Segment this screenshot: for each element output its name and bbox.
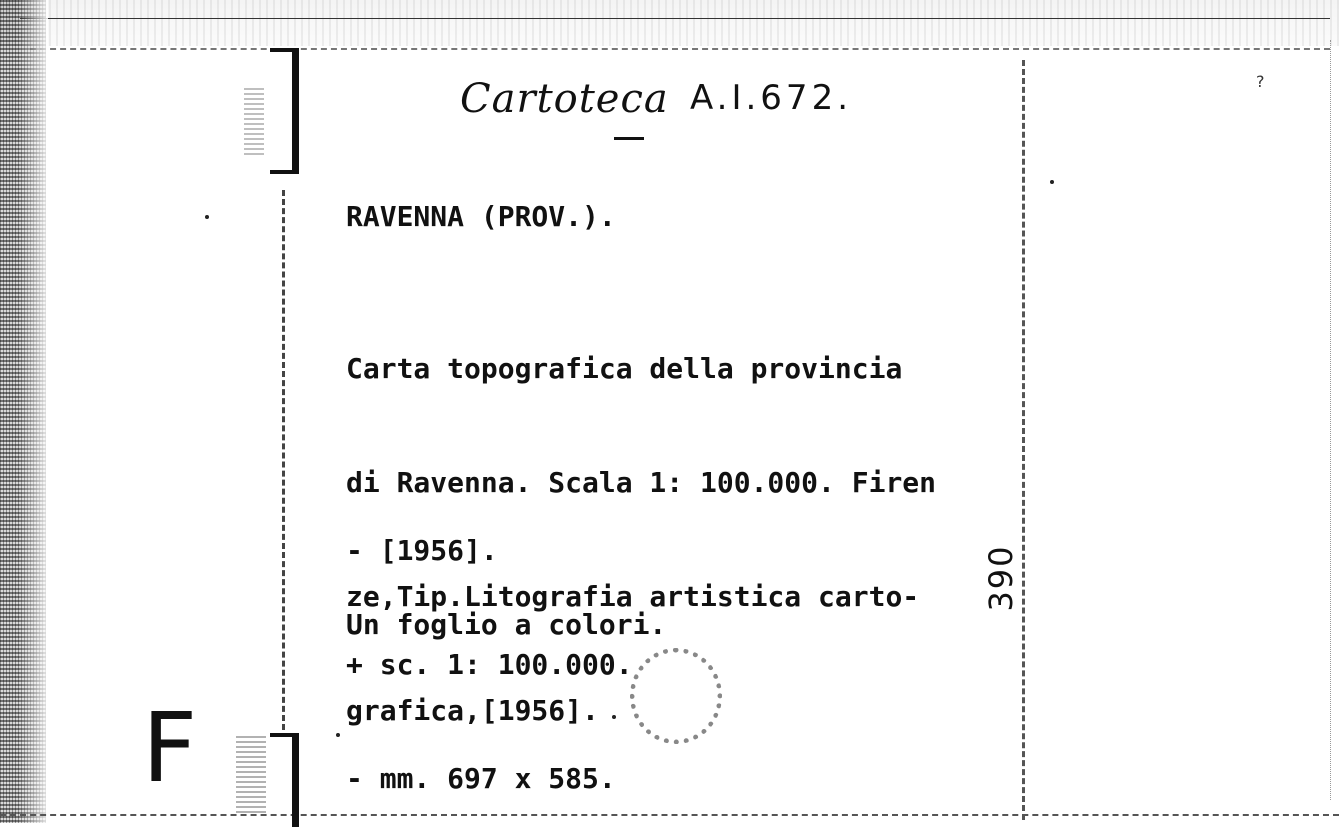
description-line: Carta topografica della provincia — [346, 352, 903, 385]
collection-title: Cartoteca — [460, 76, 669, 122]
speck — [612, 715, 616, 719]
punch-hole — [630, 648, 722, 744]
card-bottom-edge — [0, 814, 1339, 816]
index-tab-bracket-bottom — [270, 733, 299, 827]
corner-mark: ? — [1256, 72, 1265, 91]
card-top-edge — [30, 48, 1330, 50]
note-line: - mm. 697 x 585. — [346, 762, 616, 795]
description-line: di Ravenna. Scala 1: 100.000. Firen — [346, 466, 937, 499]
description-line: grafica,[1956]. — [346, 694, 599, 727]
tab-smudge-bottom — [236, 736, 266, 816]
speck — [1050, 180, 1054, 184]
title-underline — [614, 137, 644, 140]
top-rule — [20, 18, 1330, 19]
entry-extent: Un foglio a colori. — [346, 608, 667, 641]
scan-right-edge — [1330, 40, 1331, 800]
entry-notes — [346, 456, 633, 836]
speck — [205, 215, 209, 219]
stamp-number: 390 — [982, 544, 1020, 612]
description-line: ze,Tip.Litografia artistica carto- — [346, 580, 920, 613]
scan-left-edge-fade — [18, 0, 48, 823]
note-line: + sc. 1: 100.000. — [346, 648, 633, 681]
shelfmark: A.I.672. — [690, 78, 853, 118]
speck — [336, 733, 340, 737]
tab-smudge-top — [244, 88, 264, 158]
margin-letter: F — [142, 692, 198, 804]
scan-noise-top — [0, 0, 1339, 46]
entry-heading: RAVENNA (PROV.). — [346, 200, 616, 233]
card-right-edge — [1022, 60, 1025, 820]
index-tab-bracket-top — [270, 48, 299, 174]
card-left-edge — [282, 190, 285, 730]
note-line: - [1956]. — [346, 534, 498, 567]
